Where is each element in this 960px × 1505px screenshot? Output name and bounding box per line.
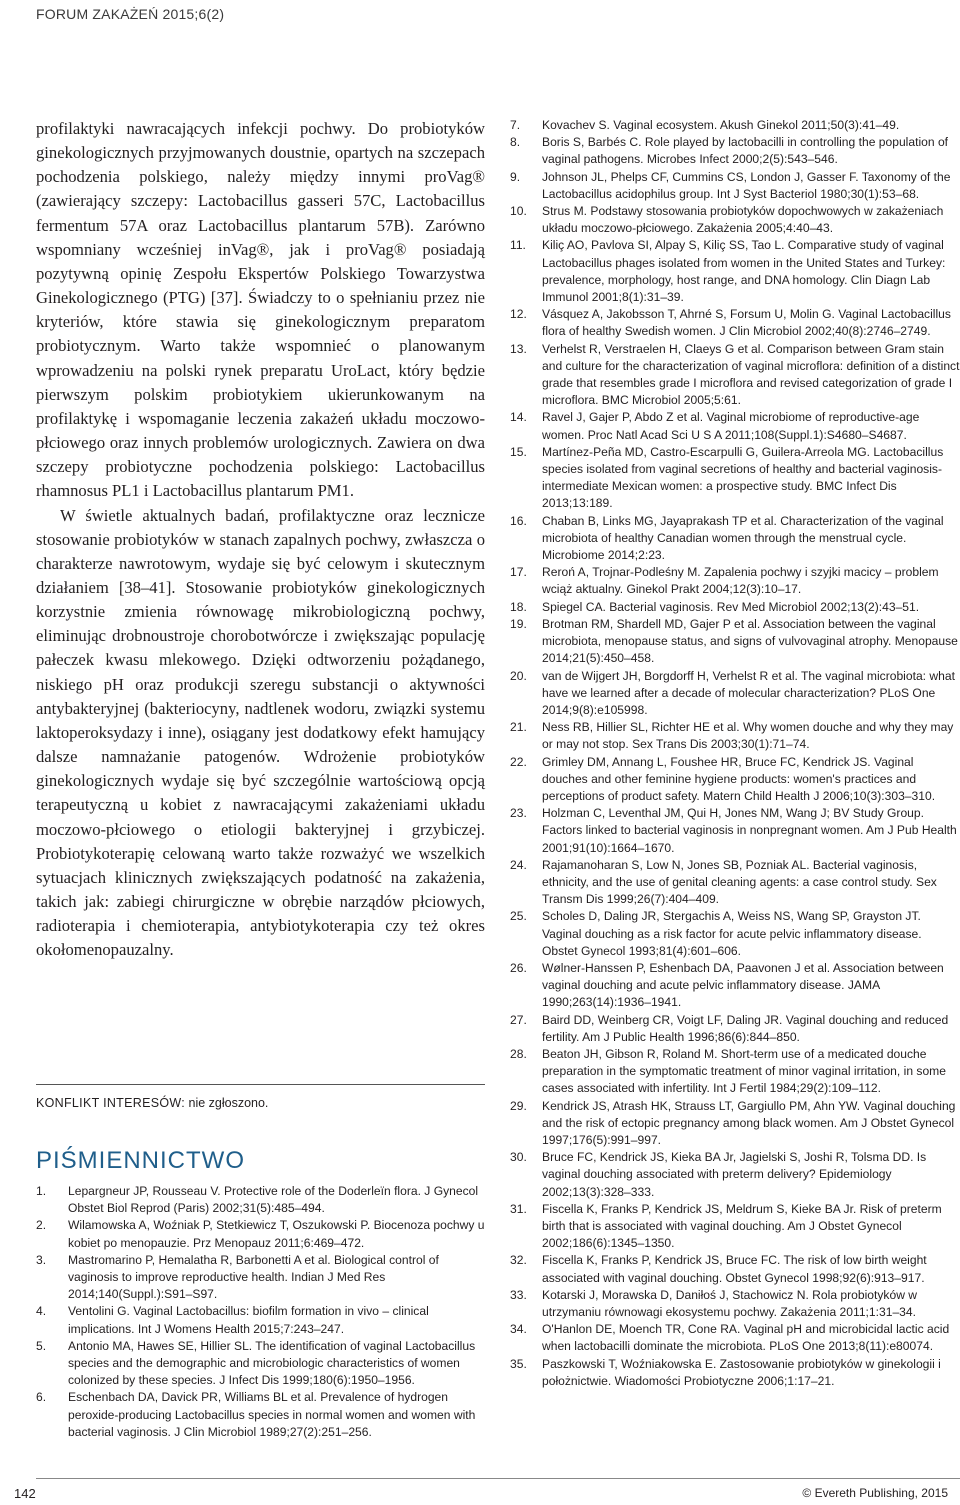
reference-number: 9.: [510, 169, 521, 184]
reference-item: [510, 444, 960, 513]
reference-text: Grimley DM, Annang L, Foushee HR, Bruce FC, Kendrick JS. Vaginal douches and other feminine hygiene products: women's practices and perceptions of product safety. Matern Child Health J 2006;10(3):303–310.: [542, 754, 936, 803]
reference-number: 24.: [510, 857, 527, 872]
reference-item: [510, 1012, 960, 1046]
reference-text: Ness RB, Hillier SL, Richter HE et al. Why women douche and why they may or may not stop. Sex Trans Dis 2003;30(1):71–74.: [542, 720, 954, 752]
reference-item: [510, 1252, 960, 1286]
reference-item: [36, 1338, 485, 1390]
reference-text: Reroń A, Trojnar-Podleśny M. Zapalenia pochwy i szyjki macicy – problem wciąż aktualny. Ginekol Prakt 2004;12(3):10–17.: [542, 565, 939, 597]
reference-number: 23.: [510, 806, 527, 821]
reference-item: [510, 616, 960, 668]
reference-item: [510, 341, 960, 410]
reference-number: 20.: [510, 668, 527, 683]
reference-text: Boris S, Barbés C. Role played by lactobacilli in controlling the population of vaginal pathogens. Microbes Infect 2000;2(5):543–546.: [542, 135, 949, 167]
reference-item: [510, 169, 960, 203]
reference-text: Mastromarino P, Hemalatha R, Barbonetti A et al. Biological control of vaginosis to improve reproductive health. Indian J Med Res 2014;140(Suppl.):S91–S97.: [68, 1252, 439, 1302]
reference-item: [510, 564, 960, 598]
reference-item: [36, 1252, 485, 1304]
reference-number: 3.: [36, 1252, 47, 1267]
reference-text: Beaton JH, Gibson R, Roland M. Short-term use of a medicated douche preparation in the symptomatic treatment of minor vaginal irritation, in some cases associated with infertility. Int J Fertil 1984;29(2):109–112.: [542, 1046, 946, 1096]
reference-item: [510, 1201, 960, 1253]
reference-text: Martínez-Peña MD, Castro-Escarpulli G, Guilera-Arreola MG. Lactobacillus species isolated from vaginal secretions of healthy and bacterial vaginosis-intermediate Mexican women: a prospective study. BMC Infect Dis 2013;13:189.: [542, 444, 944, 511]
reference-item: [510, 306, 960, 340]
references-list-right: [510, 117, 960, 1390]
reference-number: 2.: [36, 1218, 47, 1233]
reference-number: 28.: [510, 1046, 527, 1061]
copyright: © Evereth Publishing, 2015: [802, 1486, 948, 1500]
reference-text: Strus M. Podstawy stosowania probiotyków dopochwowych w zakażeniach układu moczowo-płciowego. Zakażenia 2005;4:40–43.: [542, 204, 944, 236]
reference-item: [510, 134, 960, 168]
reference-number: 16.: [510, 513, 527, 528]
reference-text: Eschenbach DA, Davick PR, Williams BL et al. Prevalence of hydrogen peroxide-producing Lactobacillus species in normal women and women with bacterial vaginosis. J Clin Microbiol 1989;27(2):251–256.: [68, 1390, 476, 1439]
body-paragraph: profilaktyki nawracających infekcji pochwy. Do probiotyków ginekologicznych przyjmowanych doustnie, opartych na szczepach pochodzenia polskiego, należy między innymi proVag® (zawierający szczepy: Lactobacillus gasseri 57C, Lactobacillus fermentum 57A oraz Lactobacillus plantarum 57B). Zarówno wspomniany wcześniej inVag®, jak i proVag® posiadają pozytywną opinię Zespołu Ekspertów Polskiego Towarzystwa Ginekologicznego (PTG) [37]. Świadczy to o spełnianiu przez nie kryteriów, które stawia się ginekologicznym preparatom probiotycznym. Warto także wspomnieć o planowanym wprowadzeniu na polski rynek preparatu UroLact, który będzie pierwszym polskim probiotykiem ukierunkowanym na profilaktykę i wspomaganie leczenia zakażeń układu moczowo-płciowego oraz innych problemów urologicznych. Zawiera on dwa szczepy probiotyczne pochodzenia polskiego: Lactobacillus rhamnosus PL1 i Lactobacillus plantarum PM1.: [36, 119, 485, 501]
reference-item: [510, 754, 960, 806]
reference-text: Paszkowski T, Woźniakowska E. Zastosowanie probiotyków w ginekologii i położnictwie. Wiadomości Probiotyczne 2006;1:17–21.: [542, 1356, 941, 1388]
reference-text: Lepargneur JP, Rousseau V. Protective role of the Doderleïn flora. J Gynecol Obstet Biol Reprod (Paris) 2002;31(5):485–494.: [68, 1184, 479, 1216]
reference-text: Kiliç AO, Pavlova SI, Alpay S, Kiliç SS, Tao L. Comparative study of vaginal Lactobacillus phages isolated from women in the United States and Turkey: prevalence, morphology, host range, and DNA homology. Clin Diagn Lab Immunol 2001;8(1):31–39.: [542, 238, 946, 305]
reference-number: 35.: [510, 1356, 527, 1371]
reference-item: [510, 1321, 960, 1355]
reference-item: [36, 1303, 485, 1337]
reference-item: [510, 513, 960, 565]
reference-number: 19.: [510, 616, 527, 631]
reference-number: 14.: [510, 410, 527, 425]
reference-number: 6.: [36, 1390, 47, 1405]
reference-text: Wølner-Hanssen P, Eshenbach DA, Paavonen J et al. Association between vaginal douching and acute pelvic inflammatory disease. JAMA 1990;263(14):1936–1941.: [542, 960, 944, 1010]
reference-item: [36, 1217, 485, 1251]
reference-number: 31.: [510, 1201, 527, 1216]
reference-item: [510, 857, 960, 909]
reference-number: 27.: [510, 1012, 527, 1027]
reference-text: Fiscella K, Franks P, Kendrick JS, Bruce FC. The risk of low birth weight associated with vaginal douching. Obstet Gynecol 1998;92(6):913–917.: [542, 1253, 927, 1285]
reference-text: Holzman C, Leventhal JM, Qui H, Jones NM, Wang J; BV Study Group. Factors linked to bacterial vaginosis in nonpregnant women. Am J Pub Health 2001;91(10):1664–1670.: [542, 806, 957, 855]
reference-item: [510, 237, 960, 306]
reference-item: [510, 409, 960, 443]
conflict-text: nie zgłoszono.: [185, 1096, 269, 1110]
reference-text: Chaban B, Links MG, Jayaprakash TP et al. Characterization of the vaginal microbiota of healthy Canadian women through the menstrual cycle. Microbiome 2014;2:23.: [542, 513, 944, 563]
reference-number: 11.: [510, 238, 526, 253]
reference-text: Ravel J, Gajer P, Abdo Z et al. Vaginal microbiome of reproductive-age women. Proc Natl Acad Sci U S A 2011;108(Suppl.1):S4680–S4687.: [542, 410, 920, 442]
reference-number: 25.: [510, 909, 527, 924]
body-paragraph: W świetle aktualnych badań, profilaktyczne oraz lecznicze stosowanie probiotyków w stanach zapalnych pochwy, zwłaszcza o charakterze nawrotowym, wydaje się być celowym i skutecznym działaniem [38–41]. Stosowanie probiotyków ginekologicznych korzystnie zmienia równowagę mikrobiologiczną pochwy, eliminując drobnoustroje chorobotwórcze i zwiększając populację pałeczek kwasu mlekowego. Dzięki odtworzeniu pożądanego, niskiego pH oraz produkcji szeregu substancji o aktywności antybakteryjnej (bakteriocyny, nadtlenek wodoru, związki systemu laktoperoksydazy i inne), osiągany jest dodatkowy efekt hamujący dalsze namnażanie patogenów. Wdrożenie probiotyków ginekologicznych wydaje się być szczególnie wartościową opcją terapeutyczną u kobiet z nawracającymi zakażeniami układu moczowo-płciowego o etiologii bakteryjnej i grzybiczej. Probiotykoterapię celowaną warto także rozważyć we wszelkich sytuacjach klinicznych zwiększających podatność na zakażenia, takich jak: zabiegi chirurgiczne w obrębie narządów płciowych, radioterapia i chemioterapia, antybiotykoterapia czy też okres okołomenopauzalny.: [36, 505, 485, 960]
reference-number: 17.: [510, 565, 527, 580]
reference-number: 30.: [510, 1150, 527, 1165]
reference-item: [510, 719, 960, 753]
reference-item: [510, 1046, 960, 1098]
reference-number: 1.: [36, 1184, 47, 1198]
reference-text: Johnson JL, Phelps CF, Cummins CS, London J, Gasser F. Taxonomy of the Lactobacillus acidophilus group. Int J Syst Bacteriol 1980;30(1):53–68.: [542, 169, 951, 201]
reference-item: [36, 1389, 485, 1441]
conflict-of-interest: [36, 1096, 268, 1110]
reference-number: 12.: [510, 307, 527, 322]
reference-text: Rajamanoharan S, Low N, Jones SB, Pozniak AL. Bacterial vaginosis, ethnicity, and the use of genital cleaning agents: a case control study. Sex Transm Dis 1999;26(7):404–409.: [542, 857, 937, 907]
reference-text: Kotarski J, Morawska D, Daniłoś J, Stachowicz N. Rola probiotyków w utrzymaniu równowagi ekosystemu pochwy. Zakażenia 2011;1:31–34.: [542, 1287, 918, 1320]
article-body: [36, 117, 485, 962]
reference-number: 4.: [36, 1304, 47, 1319]
reference-number: 5.: [36, 1338, 47, 1353]
reference-text: Antonio MA, Hawes SE, Hillier SL. The identification of vaginal Lactobacillus species and the demographic and microbiologic characteristics of women colonized by these species. J Infect Dis 1999;180(6):1950–1956.: [68, 1338, 476, 1388]
references-list-left: [36, 1183, 485, 1441]
reference-text: van de Wijgert JH, Borgdorff H, Verhelst R et al. The vaginal microbiota: what have we learned after a decade of molecular characterization? PLoS One 2014;9(8):e105998.: [542, 668, 955, 717]
reference-item: [510, 1356, 960, 1390]
reference-number: 10.: [510, 204, 527, 219]
reference-item: [510, 117, 960, 134]
reference-item: [510, 599, 960, 616]
reference-number: 7.: [510, 118, 521, 132]
reference-text: Kovachev S. Vaginal ecosystem. Akush Ginekol 2011;50(3):41–49.: [542, 118, 900, 132]
conflict-label: KONFLIKT INTERESÓW:: [36, 1096, 186, 1110]
reference-text: Ventolini G. Vaginal Lactobacillus: biofilm formation in vivo – clinical implications. Int J Womens Health 2015;7:243–247.: [68, 1304, 429, 1336]
reference-text: Verhelst R, Verstraelen H, Claeys G et al. Comparison between Gram stain and culture for the characterization of vaginal microflora: definition of a distinct grade that resembles grade I microflora and revised categorization of grade I microflora. BMC Microbiol 2005;5:61.: [542, 341, 960, 408]
reference-text: Spiegel CA. Bacterial vaginosis. Rev Med Microbiol 2002;13(2):43–51.: [542, 599, 920, 614]
reference-number: 8.: [510, 135, 521, 150]
reference-item: [510, 960, 960, 1012]
references-heading: PIŚMIENNICTWO: [36, 1147, 245, 1174]
page-number: 142: [14, 1486, 36, 1501]
reference-number: 21.: [510, 720, 527, 735]
reference-item: [36, 1183, 485, 1217]
journal-header: FORUM ZAKAŻEŃ 2015;6(2): [36, 6, 225, 22]
reference-text: Bruce FC, Kendrick JS, Kieka BA Jr, Jagielski S, Joshi R, Tolsma DD. Is vaginal douching associated with preterm delivery? Epidemiology 2002;13(3):328–333.: [542, 1150, 927, 1199]
reference-number: 15.: [510, 444, 527, 459]
reference-text: Baird DD, Weinberg CR, Voigt LF, Daling JR. Vaginal douching and reduced fertility. Am J Public Health 1996;86(6):844–850.: [542, 1012, 949, 1044]
reference-number: 13.: [510, 341, 527, 356]
reference-number: 22.: [510, 754, 527, 769]
reference-number: 18.: [510, 599, 527, 614]
reference-number: 32.: [510, 1253, 527, 1268]
reference-item: [510, 668, 960, 720]
reference-number: 29.: [510, 1098, 527, 1113]
reference-text: Kendrick JS, Atrash HK, Strauss LT, Gargiullo PM, Ahn YW. Vaginal douching and the risk of ectopic pregnancy among black women. Am J Obstet Gynecol 1997;176(5):991–997.: [542, 1098, 956, 1147]
reference-text: Scholes D, Daling JR, Stergachis A, Weiss NS, Wang SP, Grayston JT. Vaginal douching as a risk factor for acute pelvic inflammatory disease. Obstet Gynecol 1993;81(4):601–606.: [542, 909, 922, 958]
reference-text: Wilamowska A, Woźniak P, Stetkiewicz T, Oszukowski P. Biocenoza pochwy u kobiet po menopauzie. Prz Menopauz 2011;6:469–472.: [68, 1218, 485, 1250]
section-divider: [36, 1084, 485, 1085]
reference-number: 33.: [510, 1287, 527, 1302]
reference-item: [510, 1098, 960, 1150]
reference-number: 26.: [510, 960, 527, 975]
reference-text: Brotman RM, Shardell MD, Gajer P et al. Association between the vaginal microbiota, menopause status, and signs of vulvovaginal atrophy. Menopause 2014;21(5):450–458.: [542, 616, 958, 666]
footer-rule: [36, 1478, 960, 1479]
reference-item: [510, 1287, 960, 1321]
reference-text: O'Hanlon DE, Moench TR, Cone RA. Vaginal pH and microbicidal lactic acid when lactobacilli dominate the microbiota. PLoS One 2013;8(11):e80074.: [542, 1322, 950, 1354]
reference-text: Fiscella K, Franks P, Kendrick JS, Meldrum S, Kieke BA Jr. Risk of preterm birth that is associated with vaginal douching. Am J Obstet Gynecol 2002;186(6):1345–1350.: [542, 1201, 942, 1251]
reference-item: [510, 908, 960, 960]
reference-item: [510, 1149, 960, 1201]
reference-item: [510, 203, 960, 237]
reference-text: Vásquez A, Jakobsson T, Ahrné S, Forsum U, Molin G. Vaginal Lactobacillus flora of healthy Swedish women. J Clin Microbiol 2002;40(8):2746–2749.: [542, 307, 951, 339]
reference-item: [510, 805, 960, 857]
reference-number: 34.: [510, 1322, 527, 1337]
